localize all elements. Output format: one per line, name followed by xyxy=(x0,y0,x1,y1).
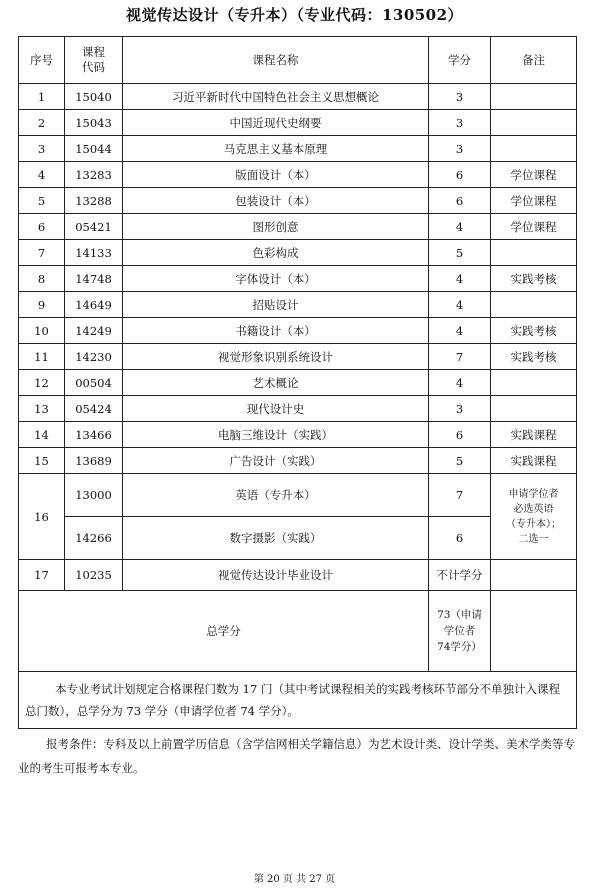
cell-credit: 7 xyxy=(429,474,491,517)
cell-credit: 4 xyxy=(429,214,491,240)
cell-name: 电脑三维设计（实践） xyxy=(123,422,429,448)
table-row xyxy=(19,84,577,110)
cell-credit: 5 xyxy=(429,240,491,266)
remark-line: 二选一 xyxy=(518,533,549,545)
cell-credit: 4 xyxy=(429,292,491,318)
total-credit-line: 74学分） xyxy=(437,641,482,653)
cell-remark xyxy=(491,560,577,591)
cell-seq: 2 xyxy=(19,110,65,136)
cell-seq: 9 xyxy=(19,292,65,318)
cell-seq: 6 xyxy=(19,214,65,240)
remark-line: （专升本）； xyxy=(506,518,561,530)
cell-name: 广告设计（实践） xyxy=(123,448,429,474)
cell-seq: 13 xyxy=(19,396,65,422)
table-row xyxy=(19,448,577,474)
header-seq: 序号 xyxy=(19,37,65,84)
cell-code: 00504 xyxy=(65,370,123,396)
cell-name: 招贴设计 xyxy=(123,292,429,318)
cell-credit: 7 xyxy=(429,344,491,370)
cell-remark: 实践考核 xyxy=(491,318,577,344)
cell-seq: 4 xyxy=(19,162,65,188)
cell-seq: 12 xyxy=(19,370,65,396)
remark-line: 必选英语 xyxy=(513,503,554,515)
table-row xyxy=(19,240,577,266)
cell-name: 图形创意 xyxy=(123,214,429,240)
cell-name: 视觉传达设计毕业设计 xyxy=(123,560,429,591)
cell-credit: 3 xyxy=(429,84,491,110)
cell-remark: 实践课程 xyxy=(491,448,577,474)
page-title: 视觉传达设计（专升本）（专业代码：130502） xyxy=(125,6,464,24)
cell-code: 13288 xyxy=(65,188,123,214)
cell-seq: 14 xyxy=(19,422,65,448)
cell-remark: 实践考核 xyxy=(491,344,577,370)
table-row-17 xyxy=(19,560,577,591)
cell-seq: 5 xyxy=(19,188,65,214)
cell-name: 数字摄影（实践） xyxy=(123,517,429,560)
cell-remark: 实践考核 xyxy=(491,266,577,292)
cell-remark xyxy=(491,474,577,560)
cell-credit: 4 xyxy=(429,370,491,396)
cell-code: 15044 xyxy=(65,136,123,162)
cell-remark xyxy=(491,396,577,422)
cell-name: 马克思主义基本原理 xyxy=(123,136,429,162)
cell-credit: 4 xyxy=(429,266,491,292)
course-table xyxy=(18,36,577,729)
cell-seq: 7 xyxy=(19,240,65,266)
cell-code: 05424 xyxy=(65,396,123,422)
cell-name: 版面设计（本） xyxy=(123,162,429,188)
cell-credit: 6 xyxy=(429,162,491,188)
cell-code: 14748 xyxy=(65,266,123,292)
cell-seq: 16 xyxy=(19,474,65,560)
cell-credit: 5 xyxy=(429,448,491,474)
cell-credit: 3 xyxy=(429,396,491,422)
cell-code: 15043 xyxy=(65,110,123,136)
cell-code: 13466 xyxy=(65,422,123,448)
cell-credit: 6 xyxy=(429,422,491,448)
table-row xyxy=(19,266,577,292)
cell-credit: 3 xyxy=(429,110,491,136)
total-remark xyxy=(491,591,577,672)
cell-remark: 学位课程 xyxy=(491,162,577,188)
cell-seq: 3 xyxy=(19,136,65,162)
table-row xyxy=(19,292,577,318)
cell-name: 色彩构成 xyxy=(123,240,429,266)
header-code xyxy=(65,37,123,84)
cell-code: 14249 xyxy=(65,318,123,344)
cell-code: 14649 xyxy=(65,292,123,318)
total-label: 总学分 xyxy=(19,591,429,672)
cell-remark xyxy=(491,292,577,318)
total-row xyxy=(19,591,577,672)
cell-code: 13283 xyxy=(65,162,123,188)
header-name: 课程名称 xyxy=(123,37,429,84)
header-remark: 备注 xyxy=(491,37,577,84)
header-credit: 学分 xyxy=(429,37,491,84)
header-code-line2: 代码 xyxy=(82,60,105,74)
cell-seq: 15 xyxy=(19,448,65,474)
table-row-16a xyxy=(19,474,577,517)
cell-name: 中国近现代史纲要 xyxy=(123,110,429,136)
cell-credit: 3 xyxy=(429,136,491,162)
header-code-line1: 课程 xyxy=(82,45,105,59)
cell-name: 现代设计史 xyxy=(123,396,429,422)
cell-name: 习近平新时代中国特色社会主义思想概论 xyxy=(123,84,429,110)
page-footer: 第 20 页 共 27 页 xyxy=(253,874,336,885)
cell-remark xyxy=(491,110,577,136)
cell-name: 书籍设计（本） xyxy=(123,318,429,344)
table-row xyxy=(19,214,577,240)
cell-seq: 1 xyxy=(19,84,65,110)
cell-name: 视觉形象识别系统设计 xyxy=(123,344,429,370)
cell-code: 14266 xyxy=(65,517,123,560)
cell-remark xyxy=(491,136,577,162)
cell-credit: 4 xyxy=(429,318,491,344)
table-row xyxy=(19,188,577,214)
table-row xyxy=(19,136,577,162)
total-credit xyxy=(429,591,491,672)
cell-seq: 11 xyxy=(19,344,65,370)
table-row xyxy=(19,344,577,370)
cell-remark: 学位课程 xyxy=(491,188,577,214)
table-row xyxy=(19,422,577,448)
admission-conditions: 报考条件：专科及以上前置学历信息（含学信网相关学籍信息）为艺术设计类、设计学类、美术学类等专业的考生可报考本专业。 xyxy=(18,737,575,775)
cell-name: 英语（专升本） xyxy=(123,474,429,517)
total-credit-line: 学位者 xyxy=(443,625,476,637)
cell-name: 艺术概论 xyxy=(123,370,429,396)
total-credit-line: 73（申请 xyxy=(437,609,482,621)
cell-remark xyxy=(491,84,577,110)
table-header-row xyxy=(19,37,577,84)
table-row xyxy=(19,396,577,422)
cell-credit: 6 xyxy=(429,188,491,214)
remark-line: 申请学位者 xyxy=(508,488,559,500)
table-row xyxy=(19,162,577,188)
cell-code: 14133 xyxy=(65,240,123,266)
table-row xyxy=(19,370,577,396)
cell-remark xyxy=(491,240,577,266)
cell-remark xyxy=(491,370,577,396)
cell-code: 13689 xyxy=(65,448,123,474)
plan-note: 本专业考试计划规定合格课程门数为 17 门（其中考试课程相关的实践考核环节部分不单独计入课程总门数），总学分为 73 学分（申请学位者 74 学分）。 xyxy=(19,672,577,729)
cell-code: 10235 xyxy=(65,560,123,591)
cell-remark: 实践课程 xyxy=(491,422,577,448)
cell-seq: 8 xyxy=(19,266,65,292)
table-row xyxy=(19,110,577,136)
cell-seq: 17 xyxy=(19,560,65,591)
cell-code: 13000 xyxy=(65,474,123,517)
cell-code: 05421 xyxy=(65,214,123,240)
note-row xyxy=(19,672,577,729)
cell-credit: 6 xyxy=(429,517,491,560)
cell-code: 14230 xyxy=(65,344,123,370)
cell-credit: 不计学分 xyxy=(429,560,491,591)
cell-code: 15040 xyxy=(65,84,123,110)
table-row xyxy=(19,318,577,344)
cell-remark: 学位课程 xyxy=(491,214,577,240)
cell-name: 字体设计（本） xyxy=(123,266,429,292)
cell-name: 包装设计（本） xyxy=(123,188,429,214)
cell-seq: 10 xyxy=(19,318,65,344)
